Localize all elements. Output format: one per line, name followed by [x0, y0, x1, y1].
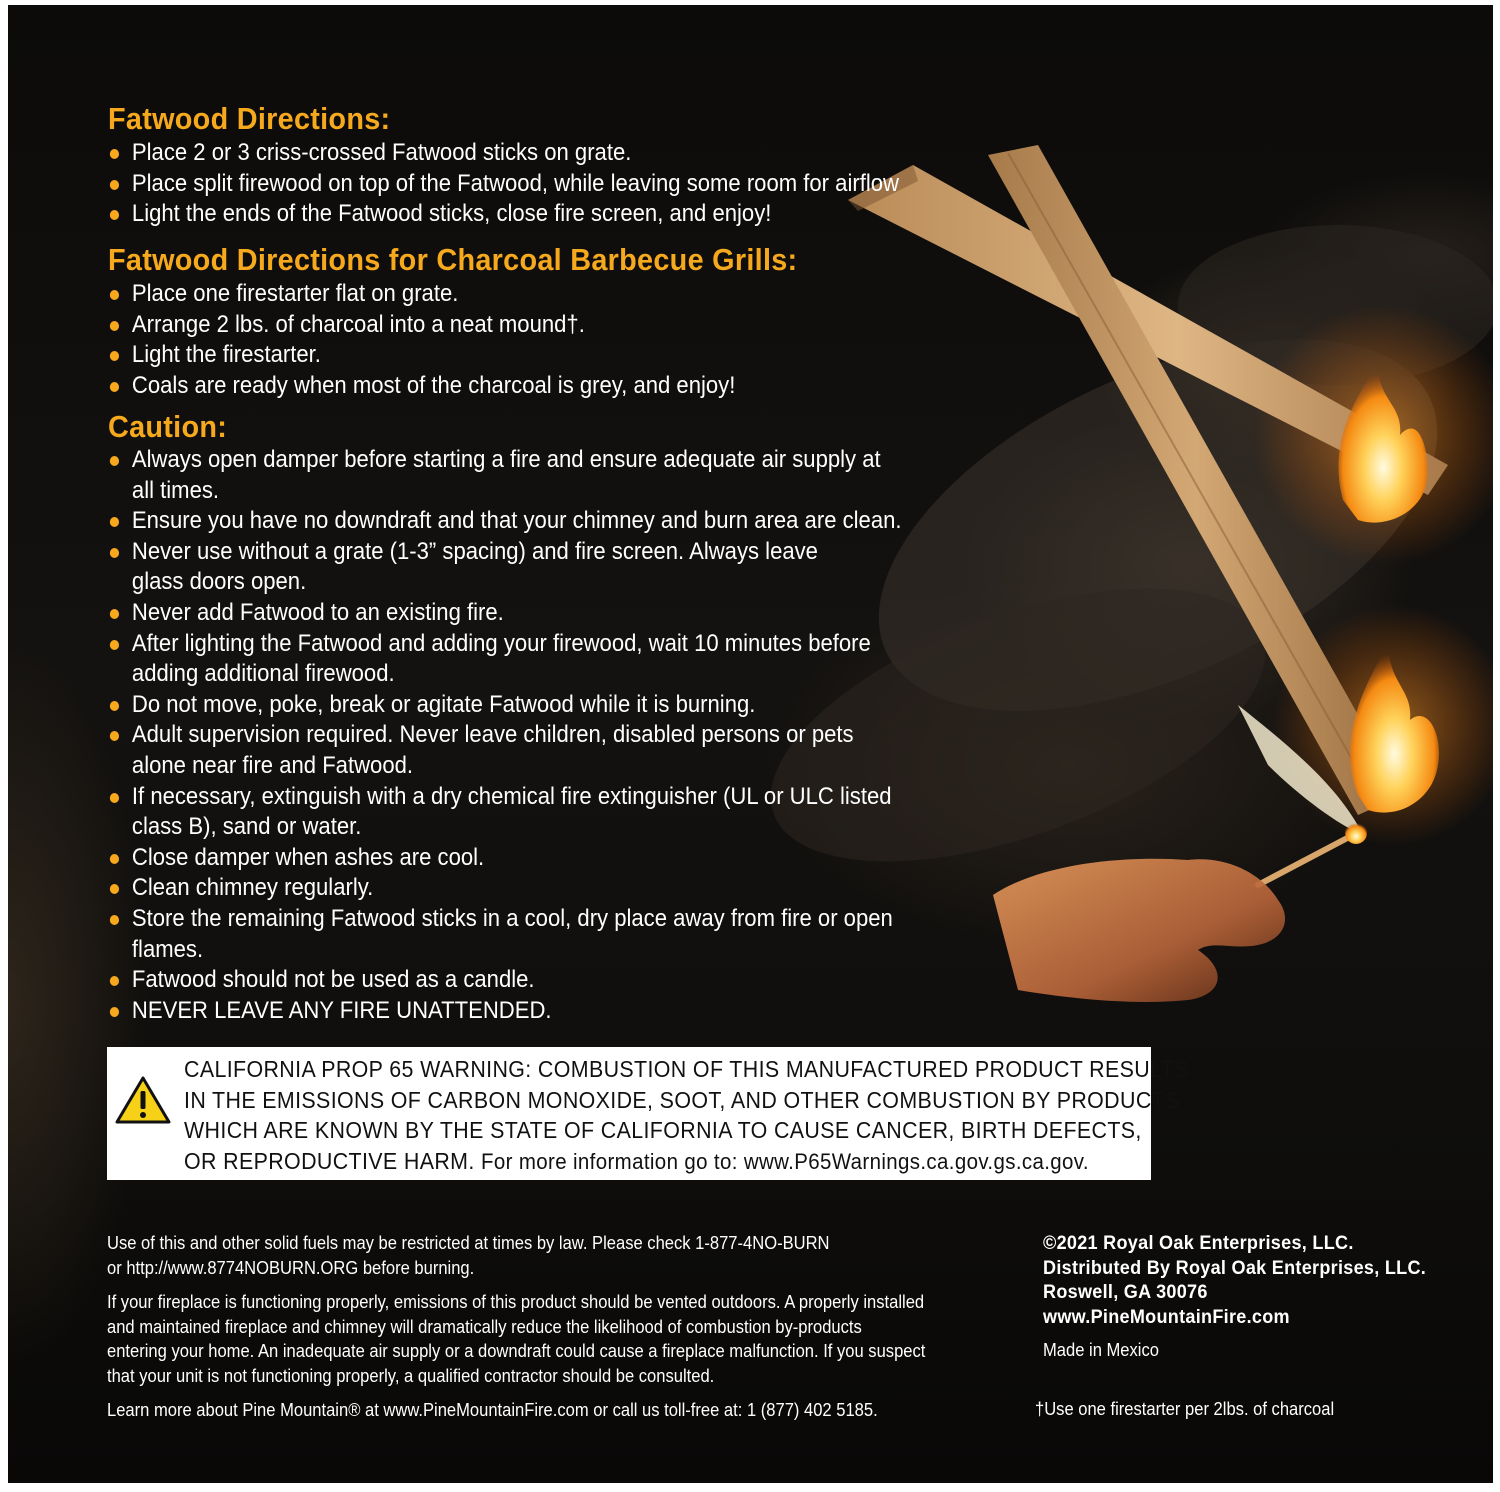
package-panel — [8, 5, 1493, 1483]
footnote-text: †Use one firestarter per 2lbs. of charcoal — [1035, 1399, 1335, 1419]
list-item: Coals are ready when most of the charcoal is grey, and enjoy! — [108, 371, 942, 402]
warning-triangle-icon — [115, 1075, 171, 1125]
list-item: If necessary, extinguish with a dry chemical fire extinguisher (UL or ULC listed class B), sand or water. — [108, 782, 905, 843]
list-item: Place one firestarter flat on grate. — [108, 279, 942, 310]
list-item: Arrange 2 lbs. of charcoal into a neat mound†. — [108, 310, 942, 341]
grill-directions-list — [108, 279, 928, 401]
list-item: After lighting the Fatwood and adding your firewood, wait 10 minutes before adding additional firewood. — [108, 629, 882, 690]
directions-list — [108, 138, 928, 230]
list-item: Adult supervision required. Never leave children, disabled persons or pets alone near fire and Fatwood. — [108, 720, 905, 781]
list-item: Close damper when ashes are cool. — [108, 843, 942, 874]
copyright-line: ©2021 Royal Oak Enterprises, LLC. — [1043, 1233, 1354, 1254]
warning-line: WHICH ARE KNOWN BY THE STATE OF CALIFORNIA TO CAUSE CANCER, BIRTH DEFECTS, — [184, 1117, 1142, 1143]
list-item: Place 2 or 3 criss-crossed Fatwood sticks on grate. — [108, 138, 942, 169]
footer-notices — [107, 1231, 926, 1423]
warning-line: IN THE EMISSIONS OF CARBON MONOXIDE, SOOT, AND OTHER COMBUSTION BY PRODUCTS — [184, 1086, 1180, 1113]
made-in-text: Made in Mexico — [1043, 1340, 1159, 1360]
fuel-restriction-notice: Use of this and other solid fuels may be restricted at times by law. Please check 1-877-4NO-BURN or http://www.8774NOBURN.ORG before burning. — [107, 1233, 830, 1278]
list-item: Light the ends of the Fatwood sticks, close fire screen, and enjoy! — [108, 199, 942, 230]
distributor-line: Distributed By Royal Oak Enterprises, LLC. — [1043, 1257, 1427, 1279]
address-line: Roswell, GA 30076 — [1043, 1282, 1208, 1303]
directions-heading: Fatwood Directions: — [108, 101, 391, 136]
caution-heading: Caution: — [108, 409, 228, 444]
list-item: Never use without a grate (1-3” spacing) and fire screen. Always leave glass doors open. — [108, 537, 868, 598]
warning-more-info: For more information go to: www.P65Warnings.ca.gov.gs.ca.gov. — [480, 1148, 1089, 1174]
list-item: Store the remaining Fatwood sticks in a cool, dry place away from fire or open flames. — [108, 904, 905, 965]
caution-list — [108, 445, 918, 1026]
list-item: Ensure you have no downdraft and that your chimney and burn area are clean. — [108, 506, 942, 537]
list-item: Place split firewood on top of the Fatwood, while leaving some room for airflow — [108, 169, 942, 200]
prop65-warning-text — [184, 1054, 1189, 1177]
list-item: Light the firestarter. — [108, 340, 942, 371]
list-item: Clean chimney regularly. — [108, 873, 942, 904]
list-item: Never add Fatwood to an existing fire. — [108, 598, 942, 629]
list-item: NEVER LEAVE ANY FIRE UNATTENDED. — [108, 996, 942, 1027]
list-item: Fatwood should not be used as a candle. — [108, 965, 942, 996]
warning-harm-text: OR REPRODUCTIVE HARM. — [184, 1147, 475, 1174]
warning-line-last — [184, 1146, 1114, 1178]
company-info — [1043, 1232, 1446, 1363]
grill-directions-heading: Fatwood Directions for Charcoal Barbecue Grills: — [108, 242, 798, 277]
list-item: Do not move, poke, break or agitate Fatwood while it is burning. — [108, 690, 942, 721]
prop65-warning-box — [107, 1047, 1189, 1180]
website-line: www.PineMountainFire.com — [1043, 1306, 1290, 1328]
learn-more-text: Learn more about Pine Mountain® at www.PineMountainFire.com or call us toll-free at: 1 (877) 402 5185. — [107, 1400, 878, 1420]
fireplace-emissions-notice: If your fireplace is functioning properly, emissions of this product should be vented outdoors. A properly installed and maintained fireplace and chimney will dramatically reduce the likelihood of combustion by-products entering your home. An inadequate air supply or a downdraft could cause a fireplace malfunction. If you suspect that your unit is not functioning properly, a qualified contractor should be consulted. — [107, 1292, 926, 1386]
warning-line: CALIFORNIA PROP 65 WARNING: COMBUSTION OF THIS MANUFACTURED PRODUCT RESULTS — [184, 1056, 1189, 1082]
list-item: Always open damper before starting a fire and ensure adequate air supply at all times. — [108, 445, 905, 506]
